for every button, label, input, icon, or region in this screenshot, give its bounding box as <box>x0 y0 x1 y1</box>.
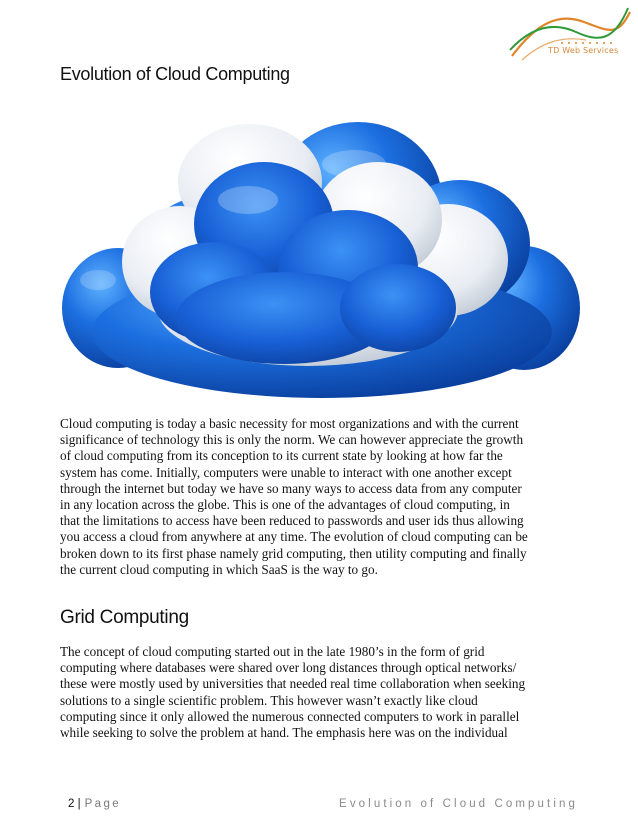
paragraph-line: significance of technology this is only the norm. We can however appreciate the growth <box>60 432 524 448</box>
page-number-value: 2 | <box>68 798 81 810</box>
cloud-illustration-icon <box>58 112 586 402</box>
paragraph-line: Cloud computing is today a basic necessity for most organizations and with the current <box>60 416 519 431</box>
page-number <box>68 798 121 810</box>
paragraph-line: The concept of cloud computing started out in the late 1980’s in the form of grid <box>60 644 485 659</box>
intro-paragraph <box>60 416 580 578</box>
page-label: Page <box>84 798 122 810</box>
paragraph-line: in any location across the globe. This is one of the advantages of cloud computing, in <box>60 497 510 513</box>
paragraph-line: of cloud computing from its conception to its current state by looking at how far the <box>60 448 503 464</box>
page-footer <box>60 798 578 818</box>
paragraph-line: solutions to a single scientific problem. This however wasn’t exactly like cloud <box>60 692 478 708</box>
paragraph-line: through the internet but today we have so many ways to access data from any computer <box>60 480 522 496</box>
paragraph-line: the current cloud computing in which SaaS is the way to go. <box>60 561 378 577</box>
paragraph-line: while seeking to solve the problem at hand. The emphasis here was on the individual <box>60 725 508 741</box>
footer-title: Evolution of Cloud Computing <box>339 798 578 810</box>
paragraph-line: system has come. Initially, computers were unable to interact with one another except <box>60 464 512 480</box>
grid-computing-paragraph <box>60 644 580 741</box>
paragraph-line: computing where databases were shared over long distances through optical networks/ <box>60 660 517 676</box>
paragraph-line: you access a cloud from anywhere at any time. The evolution of cloud computing can be <box>60 529 528 545</box>
paragraph-line: broken down to its first phase namely grid computing, then utility computing and finally <box>60 545 527 561</box>
section-heading: Evolution of Cloud Computing <box>60 64 290 84</box>
paragraph-line: that the limitations to access have been reduced to passwords and user ids thus allowing <box>60 513 524 529</box>
subsection-heading: Grid Computing <box>60 607 189 628</box>
paragraph-line: computing since it only allowed the numerous connected computers to work in parallel <box>60 708 520 724</box>
paragraph-line: these were mostly used by universities that needed real time collaboration when seeking <box>60 676 526 692</box>
logo-text: TD Web Services <box>548 46 619 55</box>
